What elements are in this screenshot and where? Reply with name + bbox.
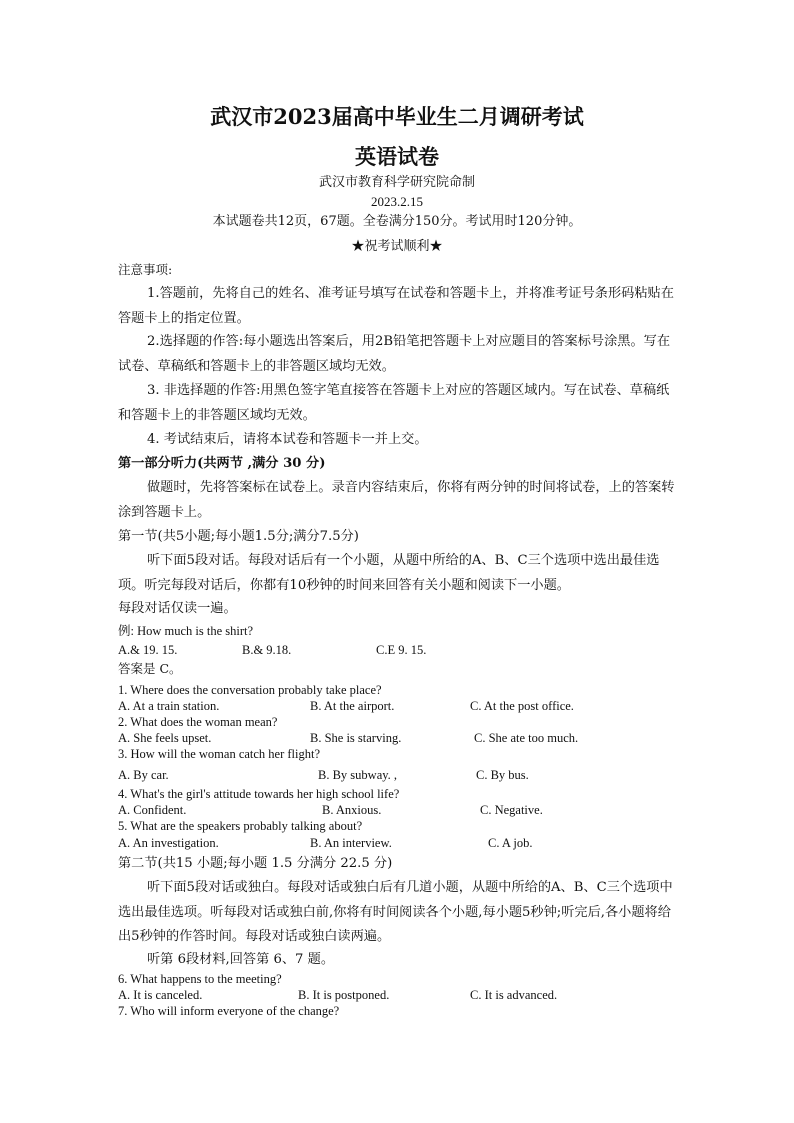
- q6-option-c: C. It is advanced.: [470, 988, 558, 1002]
- q5-option-a: A. An investigation.: [118, 836, 219, 850]
- q5-option-b: B. An interview.: [310, 836, 392, 850]
- question-4: 4. What's the girl's attitude towards her high school life?: [118, 787, 400, 801]
- example-answer: 答案是 C。: [118, 661, 182, 676]
- good-luck-wish: ★祝考试顺利★: [351, 239, 443, 254]
- q4-option-b: B. Anxious.: [322, 803, 382, 817]
- example-option-b: B.& 9.18.: [242, 643, 292, 657]
- section2-heading: 第二节(共15 小题;每小题 1.5 分满分 22.5 分): [118, 856, 393, 871]
- question-7: 7. Who will inform everyone of the change?: [118, 1004, 340, 1018]
- note-item-1: 1.答题前，先将自己的姓名、准考证号填写在试卷和答题卡上，并将准考证号条形码粘贴在答题卡上的指定位置。: [118, 286, 674, 326]
- question-2: 2. What does the woman mean?: [118, 715, 278, 729]
- example-option-c: C.E 9. 15.: [376, 643, 427, 657]
- question-6: 6. What happens to the meeting?: [118, 972, 282, 986]
- question-1: 1. Where does the conversation probably take place?: [118, 683, 382, 697]
- q1-option-a: A. At a train station.: [118, 699, 220, 713]
- section1-once-note: 每段对话仅读一遍。: [118, 601, 237, 616]
- section1-heading: 第一节(共5小题;每小题1.5分;满分7.5分): [118, 529, 359, 544]
- q2-option-c: C. She ate too much.: [474, 731, 579, 745]
- q6-option-b: B. It is postponed.: [298, 988, 390, 1002]
- note-item-2: 2.选择题的作答:每小题选出答案后，用2B铅笔把答题卡上对应题目的答案标号涂黑。写在试卷、草稿纸和答题卡上的非答题区域均无效。: [118, 334, 671, 374]
- q5-option-c: C. A job.: [488, 836, 533, 850]
- q2-option-a: A. She feels upset.: [118, 731, 212, 745]
- exam-subtitle: 英语试卷: [355, 144, 439, 169]
- example-option-a: A.& 19. 15.: [118, 643, 178, 657]
- q3-option-a: A. By car.: [118, 768, 169, 782]
- exam-summary: 本试题卷共12页，67题。全卷满分150分。考试用时120分钟。: [212, 214, 582, 229]
- section1-instructions: 听下面5段对话。每段对话后有一个小题，从题中所给的A、B、C三个选项中选出最佳选项。听完每段对话后，你都有10秒钟的时间来回答有关小题和阅读下一小题。: [118, 553, 660, 593]
- question-3: 3. How will the woman catch her flight?: [118, 747, 321, 761]
- q3-option-b: B. By subway. ,: [318, 768, 398, 782]
- q4-option-c: C. Negative.: [480, 803, 543, 817]
- section2-instructions: 听下面5段对话或独白。每段对话或独白后有几道小题，从题中所给的A、B、C三个选项中选出最佳选项。听每段对话或独白前,你将有时间阅读各个小题,每小题5秒钟;听完后,各小题将给出5秒钟的作答时间。每段对话或独白读两遍。: [118, 880, 673, 944]
- q1-option-c: C. At the post office.: [470, 699, 574, 713]
- q1-option-b: B. At the airport.: [310, 699, 395, 713]
- exam-title: 武汉市2023届高中毕业生二月调研考试: [210, 104, 584, 129]
- q2-option-b: B. She is starving.: [310, 731, 402, 745]
- part1-intro: 做题时，先将答案标在试卷上。录音内容结束后，你将有两分钟的时间将试卷，上的答案转涂到答题卡上。: [118, 480, 675, 520]
- example-question: 例: How much is the shirt?: [118, 624, 254, 638]
- q6-option-a: A. It is canceled.: [118, 988, 203, 1002]
- notes-heading: 注意事项:: [118, 262, 173, 277]
- note-item-3: 3. 非选择题的作答:用黑色签字笔直接答在答题卡上对应的答题区域内。写在试卷、草稿纸和答题卡上的非答题区域均无效。: [118, 383, 670, 423]
- question-5: 5. What are the speakers probably talking about?: [118, 819, 363, 833]
- q3-option-c: C. By bus.: [476, 768, 529, 782]
- exam-date: 2023.2.15: [371, 194, 423, 209]
- issuer-line: 武汉市教育科学研究院命制: [318, 175, 475, 190]
- note-item-4: 4. 考试结束后，请将本试卷和答题卡一并上交。: [147, 432, 428, 447]
- q4-option-a: A. Confident.: [118, 803, 187, 817]
- part1-heading: 第一部分听力(共两节 ,满分 30 分): [118, 456, 326, 471]
- section2-material-note: 听第 6段材料,回答第 6、7 题。: [147, 952, 335, 967]
